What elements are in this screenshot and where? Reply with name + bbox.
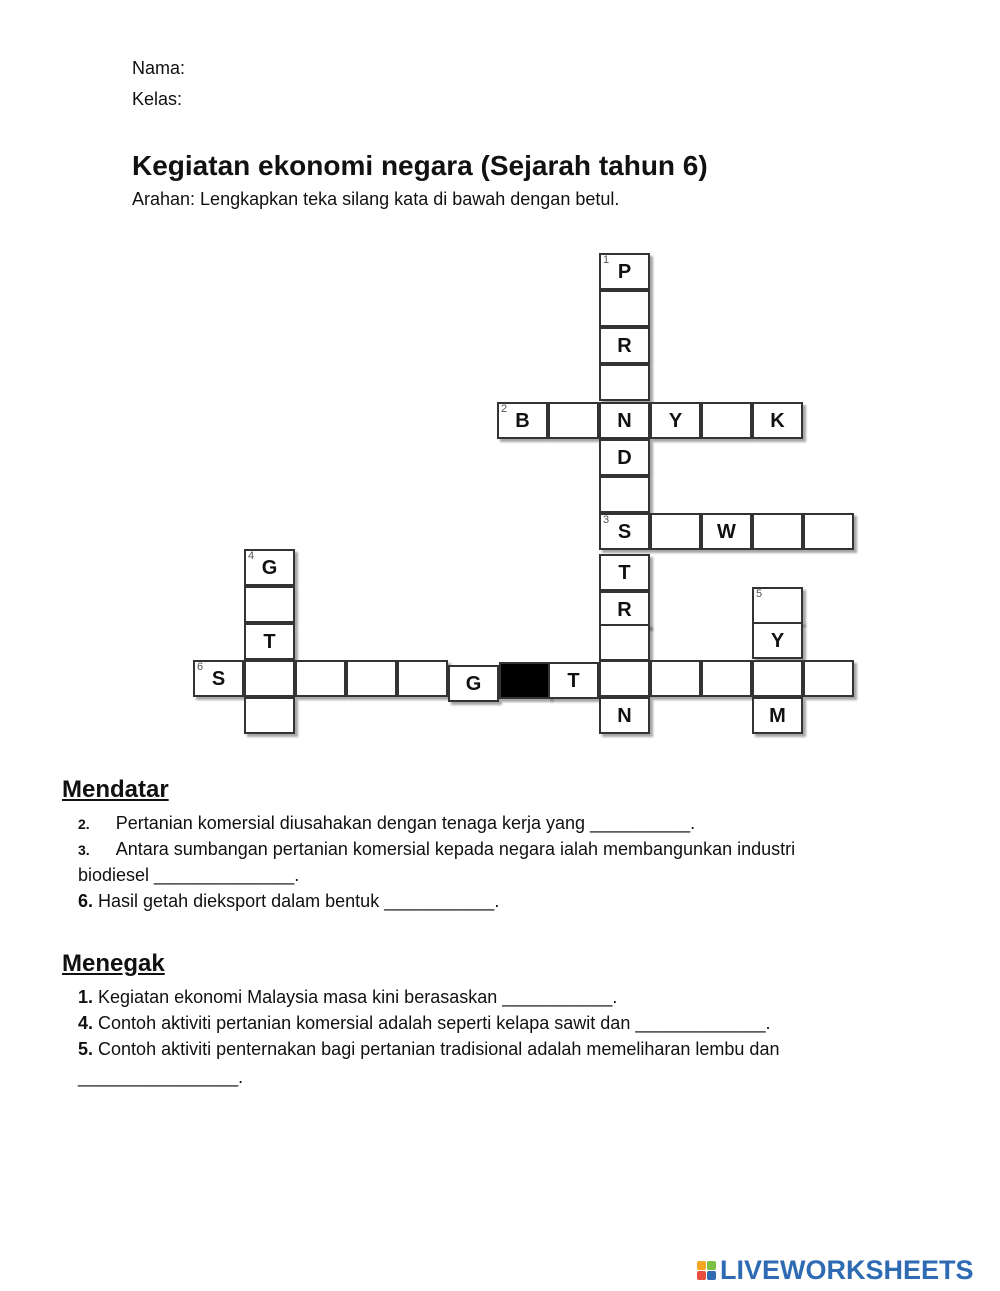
crossword-cell[interactable]: Y xyxy=(752,622,803,659)
logo-icon xyxy=(697,1261,716,1280)
crossword-cell[interactable] xyxy=(244,586,295,623)
clue-across-6: 6. Hasil getah dieksport dalam bentuk ___________. xyxy=(78,891,500,911)
crossword-cell[interactable] xyxy=(701,402,752,439)
crossword-cell[interactable] xyxy=(803,513,854,550)
crossword-cell[interactable]: T xyxy=(244,623,295,660)
logo-square xyxy=(697,1271,706,1280)
crossword-cell[interactable] xyxy=(599,364,650,401)
crossword-cell[interactable] xyxy=(803,660,854,697)
crossword-cell[interactable] xyxy=(346,660,397,697)
crossword-cell[interactable] xyxy=(599,476,650,513)
crossword-cell[interactable] xyxy=(295,660,346,697)
crossword-cell[interactable]: M xyxy=(752,697,803,734)
crossword-cell[interactable] xyxy=(599,290,650,327)
clue-down-5: 5. Contoh aktiviti penternakan bagi pertanian tradisional adalah memeliharan lembu dan xyxy=(78,1039,780,1059)
crossword-cell[interactable] xyxy=(397,660,448,697)
mendatar-heading: Mendatar xyxy=(62,776,169,803)
crossword-cell[interactable] xyxy=(548,402,599,439)
instruction-text: Arahan: Lengkapkan teka silang kata di bawah dengan betul. xyxy=(132,189,620,209)
crossword-cell[interactable] xyxy=(701,660,752,697)
menegak-heading: Menegak xyxy=(62,950,165,977)
clue-down-5-cont: ________________. xyxy=(78,1067,244,1087)
crossword-cell[interactable] xyxy=(650,513,701,550)
crossword-cell[interactable]: K xyxy=(752,402,803,439)
crossword-cell[interactable] xyxy=(244,697,295,734)
class-label: Kelas: xyxy=(132,89,183,109)
crossword-cell[interactable] xyxy=(650,660,701,697)
crossword-cell[interactable] xyxy=(599,624,650,661)
logo-text: LIVEWORKSHEETS xyxy=(720,1254,974,1285)
crossword-cell[interactable]: T xyxy=(599,554,650,591)
clue-across-3: 3. Antara sumbangan pertanian komersial kepada negara ialah membangunkan industri xyxy=(78,839,796,859)
crossword-black-cell xyxy=(499,662,550,699)
crossword-cell[interactable]: R xyxy=(599,327,650,364)
clue-down-4: 4. Contoh aktiviti pertanian komersial adalah seperti kelapa sawit dan _____________. xyxy=(78,1013,771,1033)
crossword-cell[interactable]: N xyxy=(599,697,650,734)
crossword-cell[interactable]: W xyxy=(701,513,752,550)
clue-down-1: 1. Kegiatan ekonomi Malaysia masa kini berasaskan ___________. xyxy=(78,987,618,1007)
logo-square xyxy=(707,1271,716,1280)
crossword-cell[interactable]: 5 xyxy=(752,587,803,624)
crossword-cell[interactable]: D xyxy=(599,439,650,476)
liveworksheets-logo xyxy=(697,1255,974,1285)
crossword-cell[interactable]: R xyxy=(599,591,650,628)
crossword-cell[interactable]: Y xyxy=(650,402,701,439)
clue-across-2: 2. Pertanian komersial diusahakan dengan tenaga kerja yang __________. xyxy=(78,813,696,833)
crossword-cell[interactable]: T xyxy=(548,662,599,699)
crossword-cell[interactable] xyxy=(752,513,803,550)
crossword-cell[interactable]: 4 G xyxy=(244,549,295,586)
crossword-cell[interactable]: 1 P xyxy=(599,253,650,290)
logo-square xyxy=(697,1261,706,1270)
logo-square xyxy=(707,1261,716,1270)
crossword-cell[interactable] xyxy=(599,660,650,697)
page-title: Kegiatan ekonomi negara (Sejarah tahun 6) xyxy=(132,150,708,181)
crossword-cell[interactable] xyxy=(244,660,295,697)
name-label: Nama: xyxy=(132,58,186,78)
crossword-cell[interactable]: 3 S xyxy=(599,513,650,550)
crossword-cell[interactable]: G xyxy=(448,665,499,702)
crossword-cell[interactable]: 2 B xyxy=(497,402,548,439)
clue-across-3-cont: biodiesel ______________. xyxy=(78,865,300,885)
crossword-cell[interactable] xyxy=(752,660,803,697)
crossword-cell[interactable]: N xyxy=(599,402,650,439)
crossword-cell[interactable]: 6 S xyxy=(193,660,244,697)
